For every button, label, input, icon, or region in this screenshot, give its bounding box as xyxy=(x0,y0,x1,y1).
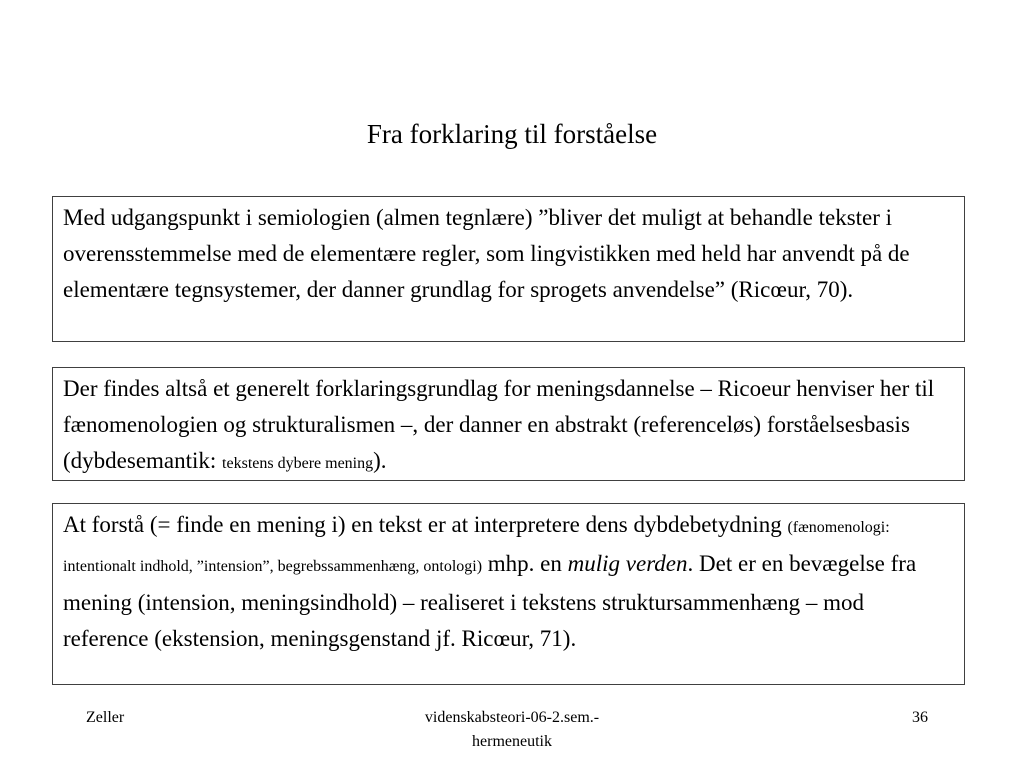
footer-course xyxy=(362,706,662,754)
box2-text-end: ). xyxy=(373,448,387,473)
box3-text-part2: mhp. en xyxy=(482,551,568,576)
box1-text: Med udgangspunkt i semiologien (almen tegnlære) ”bliver det muligt at behandle tekster i overensstemmelse med de elementære regler, som lingvistikken med held har anvendt på de elementære tegnsystemer, der danner grundlag for sprogets anvendelse” (Ricœur, 70). xyxy=(63,205,910,302)
footer-course-line1: videnskabsteori-06-2.sem.- xyxy=(424,709,600,726)
box3-text-italic: mulig verden xyxy=(567,551,688,576)
box3-text-small: (fænomenologi: intentionalt indhold, ”intension”, begrebssammenhæng, ontologi) xyxy=(63,519,890,575)
footer-author: Zeller xyxy=(86,709,125,726)
box2-text-small: tekstens dybere mening xyxy=(222,455,374,472)
footer-course-line2: hermeneutik xyxy=(472,733,552,750)
slide-title: Fra forklaring til forståelse xyxy=(366,119,658,149)
box3-text-part1: At forstå (= finde en mening i) en tekst er at interpretere dens dybdebetydning xyxy=(63,512,788,537)
box2-text-main: Der findes altså et generelt forklaringsgrundlag for meningsdannelse – Ricoeur henviser her til fænomenologien og strukturalismen –, der danner en abstrakt (referenceløs) forståelsesbasis (dybdesemantik: xyxy=(63,376,935,473)
footer-page-number: 36 xyxy=(912,709,928,726)
text-box-explanation xyxy=(52,367,965,481)
text-box-quote xyxy=(52,196,965,342)
box3-text-part3: . Det er en bevægelse fra mening (intension, meningsindhold) – realiseret i tekstens struktursammenhæng – mod reference (ekstension, meningsgenstand jf. Ricœur, 71). xyxy=(63,551,917,651)
text-box-understanding xyxy=(52,503,965,685)
